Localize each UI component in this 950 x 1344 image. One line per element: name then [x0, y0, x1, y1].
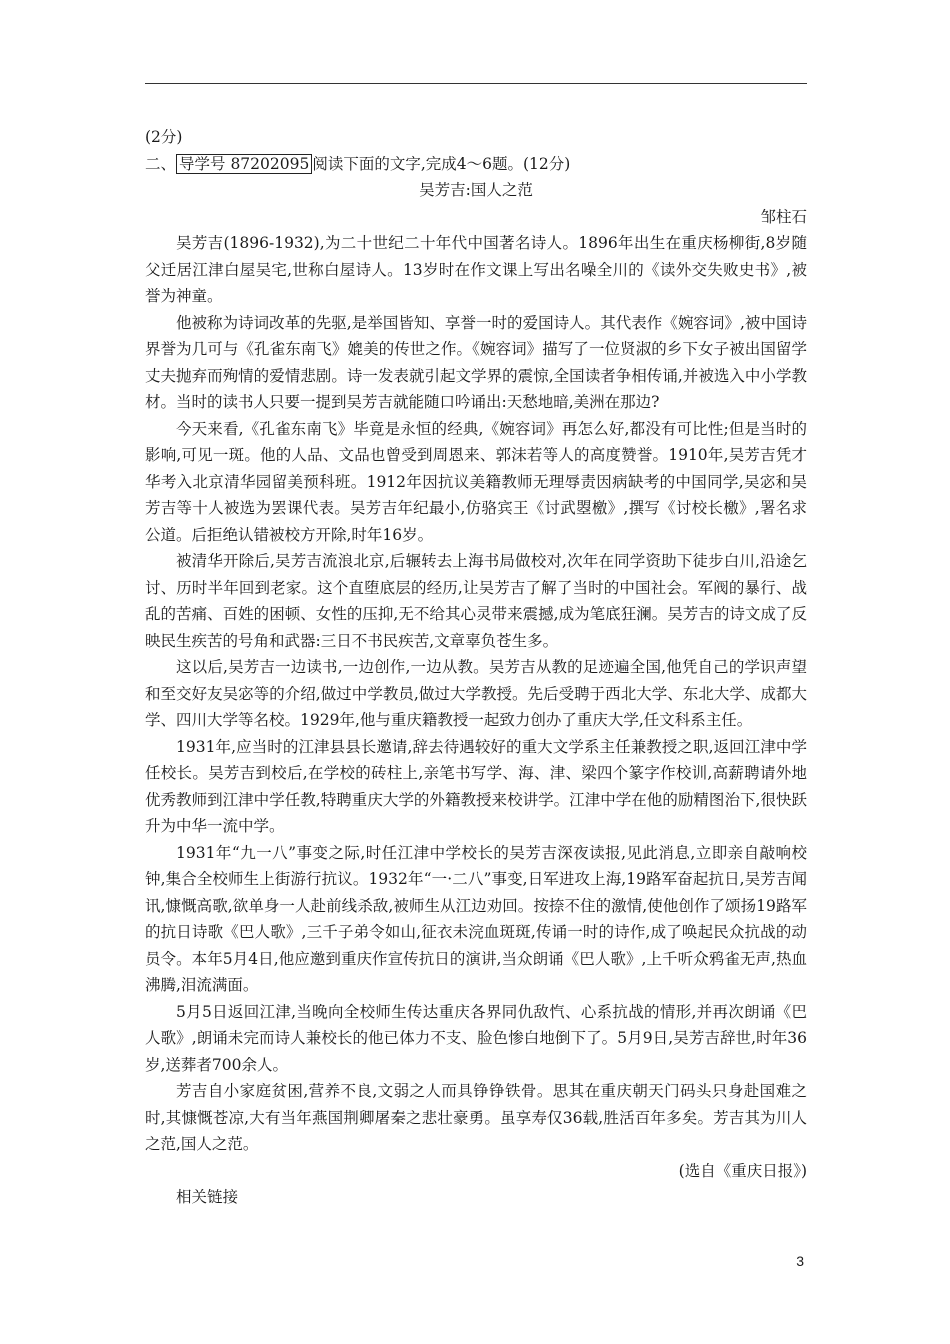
article-paragraph-6: 1931年,应当时的江津县县长邀请,辞去待遇较好的重大文学系主任兼教授之职,返回江津中学任校长。吴芳吉到校后,在学校的砖柱上,亲笔书写学、海、津、梁四个篆字作校训,高薪聘请外地优秀教师到江津中学任教,特聘重庆大学的外籍教授来校讲学。江津中学在他的励精图治下,很快跃升为中华一流中学。	[145, 737, 807, 835]
article-title: 吴芳吉:国人之范	[419, 181, 533, 199]
article-paragraph-8: 5月5日返回江津,当晚向全校师生传达重庆各界同仇敌忾、心系抗战的情形,并再次朗诵《巴人歌》,朗诵未完而诗人兼校长的他已体力不支、脸色惨白地倒下了。5月9日,吴芳吉辞世,时年36岁,送葬者700余人。	[145, 1002, 807, 1074]
section-prefix: 二、	[145, 154, 177, 173]
article-paragraph-5: 这以后,吴芳吉一边读书,一边创作,一边从教。吴芳吉从教的足迹遍全国,他凭自己的学识声望和至交好友吴宓等的介绍,做过中学教员,做过大学教授。先后受聘于西北大学、东北大学、成都大学、四川大学等名校。1929年,他与重庆籍教授一起致力创办了重庆大学,任文科系主任。	[145, 658, 807, 729]
article-author: 邹柱石	[760, 207, 807, 226]
article-source: (选自《重庆日报》)	[678, 1161, 807, 1180]
article-paragraph-7: 1931年“九一八”事变之际,时任江津中学校长的吴芳吉深夜读报,见此消息,立即亲自敲响校钟,集合全校师生上街游行抗议。1932年“一·二八”事变,日军进攻上海,19路军奋起抗日,吴芳吉闻讯,慷慨高歌,欲单身一人赴前线杀敌,被师生从江边劝回。按捺不住的激情,使他创作了颂扬19路军的抗日诗歌《巴人歌》,三千子弟令如山,征衣未浣血斑斑,传诵一时的诗作,成了唤起民众抗战的动员令。本年5月4日,他应邀到重庆作宣传抗日的演讲,当众朗诵《巴人歌》,上千听众鸦雀无声,热血沸腾,泪流满面。	[145, 843, 807, 994]
score-line: (2分)	[145, 128, 183, 146]
article-paragraph-4: 被清华开除后,吴芳吉流浪北京,后辗转去上海书局做校对,次年在同学资助下徒步白川,沿途乞讨、历时半年回到老家。这个直堕底层的经历,让吴芳吉了解了当时的中国社会。军阀的暴行、战乱的苦痛、百姓的困顿、女性的压抑,无不给其心灵带来震撼,成为笔底狂澜。吴芳吉的诗文成了反映民生疾苦的号角和武器:三日不书民疾苦,文章辜负苍生多。	[145, 552, 807, 650]
article-paragraph-3: 今天来看,《孔雀东南飞》毕竟是永恒的经典,《婉容词》再怎么好,都没有可比性;但是当时的影响,可见一斑。他的人品、文品也曾受到周恩来、郭沫若等人的高度赞誉。1910年,吴芳吉凭才华考入北京清华园留美预科班。1912年因抗议美籍教师无理辱责因病缺考的中国同学,吴宓和吴芳吉等十人被选为罢课代表。吴芳吉年纪最小,仿骆宾王《讨武曌檄》,撰写《讨校长檄》,署名求公道。后拒绝认错被校方开除,时年16岁。	[145, 419, 807, 544]
article-paragraph-1: 吴芳吉(1896-1932),为二十世纪二十年代中国著名诗人。1896年出生在重庆杨柳街,8岁随父迁居江津白屋吴宅,世称白屋诗人。13岁时在作文课上写出名噪全川的《读外交失败史书》,被誉为神童。	[145, 234, 807, 305]
article-paragraph-2: 他被称为诗词改革的先驱,是举国皆知、享誉一时的爱国诗人。其代表作《婉容词》,被中国诗界誉为几可与《孔雀东南飞》媲美的传世之作。《婉容词》描写了一位贤淑的乡下女子被出国留学丈夫抛弃而殉情的爱情悲剧。诗一发表就引起文学界的震惊,全国读者争相传诵,并被选入中小学教材。当时的读书人只要一提到吴芳吉就能随口吟诵出:天愁地暗,美洲在那边?	[145, 313, 807, 411]
related-link-heading: 相关链接	[176, 1188, 239, 1206]
section-instruction: 阅读下面的文字,完成4～6题。(12分)	[312, 154, 571, 173]
document-body	[145, 124, 807, 1211]
page-number: 3	[796, 1253, 804, 1269]
header-rule	[145, 83, 807, 84]
article-paragraph-9: 芳吉自小家庭贫困,营养不良,文弱之人而具铮铮铁骨。思其在重庆朝天门码头只身赴国难之时,其慷慨苍凉,大有当年燕国荆卿屠秦之悲壮豪勇。虽享寿仅36载,胜活百年多矣。芳吉其为川人之范,国人之范。	[145, 1082, 807, 1153]
section-heading	[145, 151, 807, 178]
guide-number-box: 导学号 87202095	[176, 154, 312, 174]
